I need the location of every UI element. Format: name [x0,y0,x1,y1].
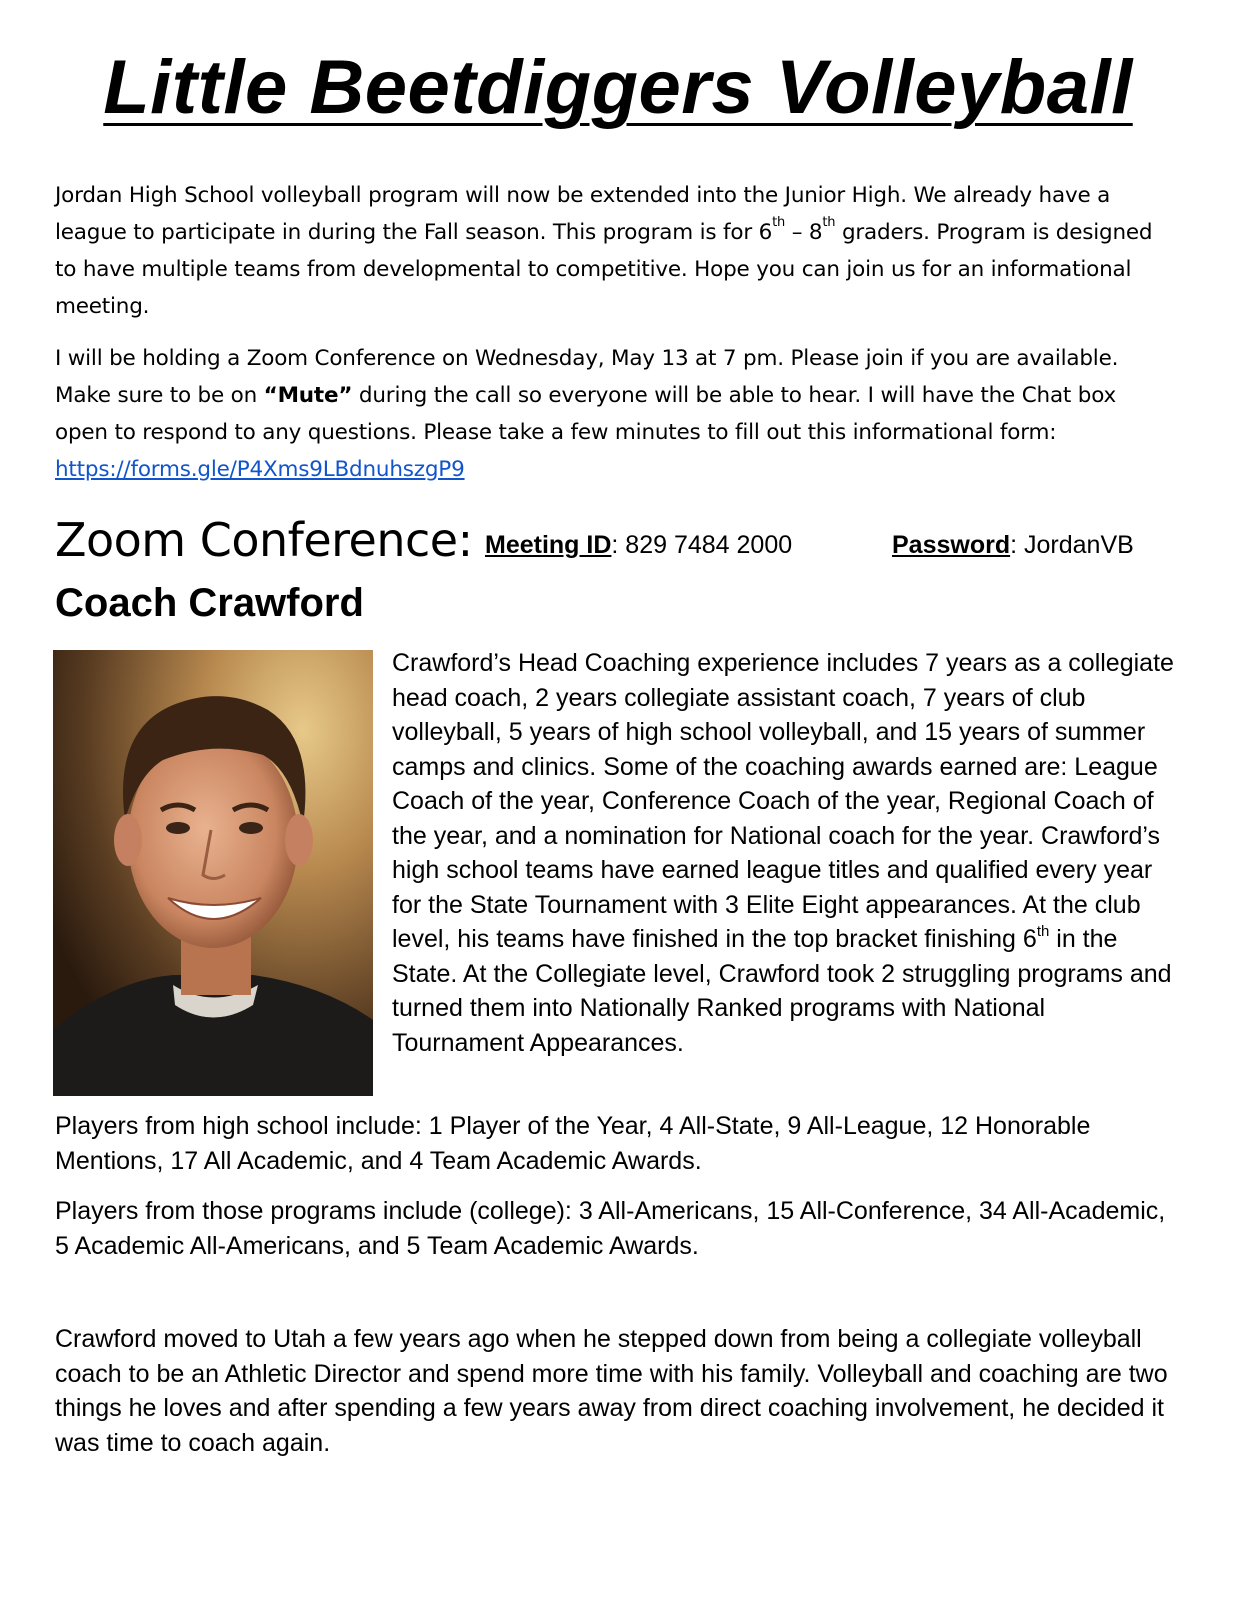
coach-bio: Crawford’s Head Coaching experience includes 7 years as a collegiate head coach, 2 years collegiate assistant coach, 7 years of club volleyball, 5 years of high school volleyball, and 15 years of summer camps and clinics. Some of the coaching awards earned are: League Coach of the year, Conference Coach of the year, Regional Coach of the year, and a nomination for National coach for the year. Crawford’s high school teams have earned league titles and qualified every year for the State Tournament with 3 Elite Eight appearances. At the club level, his teams have finished in the top bracket finishing 6th in the State. At the Collegiate level, Crawford took 2 struggling programs and turned them into Nationally Ranked programs with National Tournament Appearances. [392,649,1174,1057]
college-achievements: Players from those programs include (college): 3 All-Americans, 15 All-Conference, 34 All-Academic, 5 Academic All-Americans, and 5 Team Academic Awards. [55,1197,1166,1260]
intro-paragraph: Jordan High School volleyball program will now be extended into the Junior High. We already have a league to participate in during the Fall season. This program is for 6th – 8th graders. Program is designed to have multiple teams from developmental to competitive. Hope you can join us for an informational meeting. [55,183,1153,319]
coach-heading: Coach Crawford [55,581,364,625]
page-title: Little Beetdiggers Volleyball [103,45,1133,130]
mute-emphasis: “Mute” [263,383,353,408]
zoom-conference-row [55,508,1175,578]
meeting-password: Password: JordanVB [892,531,1134,559]
coach-photo [53,650,373,1096]
meeting-id: Meeting ID: 829 7484 2000 [485,531,793,559]
high-school-achievements: Players from high school include: 1 Player of the Year, 4 All-State, 9 All-League, 12 Honorable Mentions, 17 All Academic, and 4 Team Academic Awards. [55,1112,1091,1175]
zoom-info-paragraph: I will be holding a Zoom Conference on Wednesday, May 13 at 7 pm. Please join if you are available. Make sure to be on “Mute” during the call so everyone will be able to hear. I will have the Chat box open to respond to any questions. Please take a few minutes to fill out this informational form: https://forms.gle/P4Xms9LBdnuhszgP9 [55,346,1119,482]
form-link[interactable]: https://forms.gle/P4Xms9LBdnuhszgP9 [55,457,465,482]
zoom-conference-label: Zoom Conference: [55,513,473,567]
coach-background: Crawford moved to Utah a few years ago when he stepped down from being a collegiate volleyball coach to be an Athletic Director and spend more time with his family. Volleyball and coaching are two things he loves and after spending a few years away from direct coaching involvement, he decided it was time to coach again. [55,1325,1168,1457]
